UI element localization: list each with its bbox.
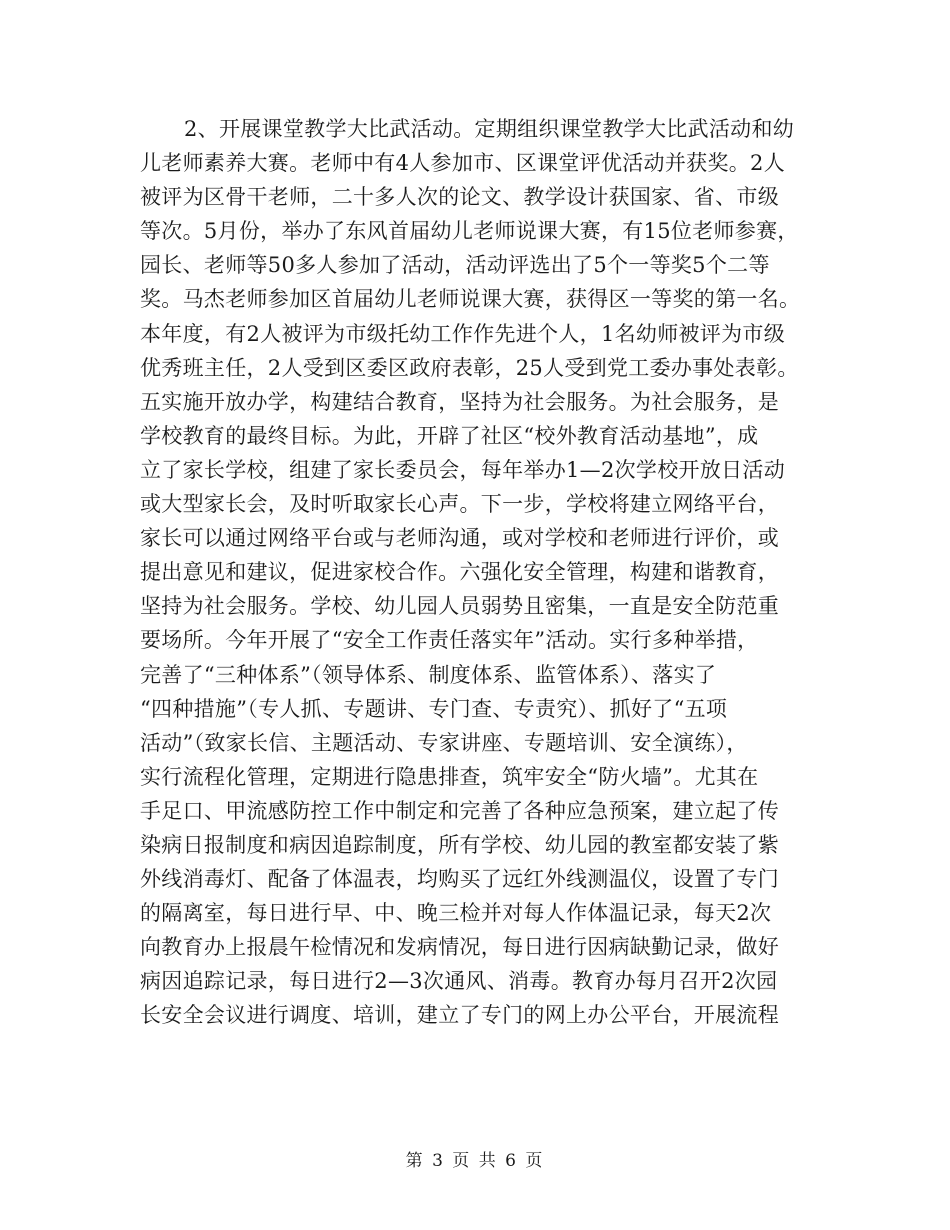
text-line: 提出意见和建议，促进家校合作。六强化安全管理，构建和谐教育，: [140, 560, 779, 585]
text-line: 学校教育的最终目标。为此，开辟了社区“校外教育活动基地”，成: [140, 423, 759, 448]
text-line: “四种措施”（专人抓、专题讲、专门查、专责究）、抓好了“五项: [140, 696, 728, 721]
text-line: 奖。马杰老师参加区首届幼儿老师说课大赛，获得区一等奖的第一名。: [140, 287, 801, 312]
text-line: 要场所。今年开展了“安全工作责任落实年”活动。实行多种举措，: [140, 628, 759, 653]
text-line: 的隔离室，每日进行早、中、晚三检并对每人作体温记录，每天2次: [140, 901, 772, 926]
text-line: 向教育办上报晨午检情况和发病情况，每日进行因病缺勤记录，做好: [140, 935, 779, 960]
text-line: 本年度，有2人被评为市级托幼工作作先进个人，1名幼师被评为市级: [140, 321, 786, 346]
text-line: 活动”（致家长信、主题活动、专家讲座、专题培训、安全演练），: [140, 730, 748, 755]
text-line: 坚持为社会服务。学校、幼儿园人员弱势且密集，一直是安全防范重: [140, 594, 779, 619]
page-number-label: 第 3 页 共 6 页: [405, 1151, 545, 1171]
text-line: 2、开展课堂教学大比武活动。定期组织课堂教学大比武活动和幼: [184, 117, 795, 141]
body-text: [140, 112, 810, 1033]
text-line: 或大型家长会，及时听取家长心声。下一步，学校将建立网络平台，: [140, 492, 779, 517]
text-line: 等次。5月份，举办了东风首届幼儿老师说课大赛，有15位老师参赛，: [140, 219, 799, 244]
text-line: 被评为区骨干老师，二十多人次的论文、教学设计获国家、省、市级: [140, 185, 779, 210]
text-line: 长安全会议进行调度、培训，建立了专门的网上办公平台，开展流程: [140, 1003, 779, 1028]
page-footer: [0, 1146, 950, 1171]
text-line: 实行流程化管理，定期进行隐患排查，筑牢安全“防火墙”。尤其在: [140, 764, 759, 789]
text-line: 外线消毒灯、配备了体温表，均购买了远红外线测温仪，设置了专门: [140, 867, 779, 892]
text-line: 园长、老师等50多人参加了活动，活动评选出了5个一等奖5个二等: [140, 253, 770, 278]
text-line: 立了家长学校，组建了家长委员会，每年举办1—2次学校开放日活动: [140, 457, 786, 482]
text-line: 五实施开放办学，构建结合教育，坚持为社会服务。为社会服务，是: [140, 389, 779, 414]
text-line: 优秀班主任，2人受到区委区政府表彰，25人受到党工委办事处表彰。: [140, 355, 799, 380]
text-line: 手足口、甲流感防控工作中制定和完善了各种应急预案，建立起了传: [140, 798, 779, 823]
text-line: 完善了“三种体系”（领导体系、制度体系、监管体系）、落实了: [140, 662, 717, 687]
text-line: 病因追踪记录，每日进行2—3次通风、消毒。教育办每月召开2次园: [140, 969, 778, 994]
text-line: 儿老师素养大赛。老师中有4人参加市、区课堂评优活动并获奖。2人: [140, 151, 786, 176]
text-line: 家长可以通过网络平台或与老师沟通，或对学校和老师进行评价，或: [140, 526, 779, 551]
text-line: 染病日报制度和病因追踪制度，所有学校、幼儿园的教室都安装了紫: [140, 832, 779, 857]
